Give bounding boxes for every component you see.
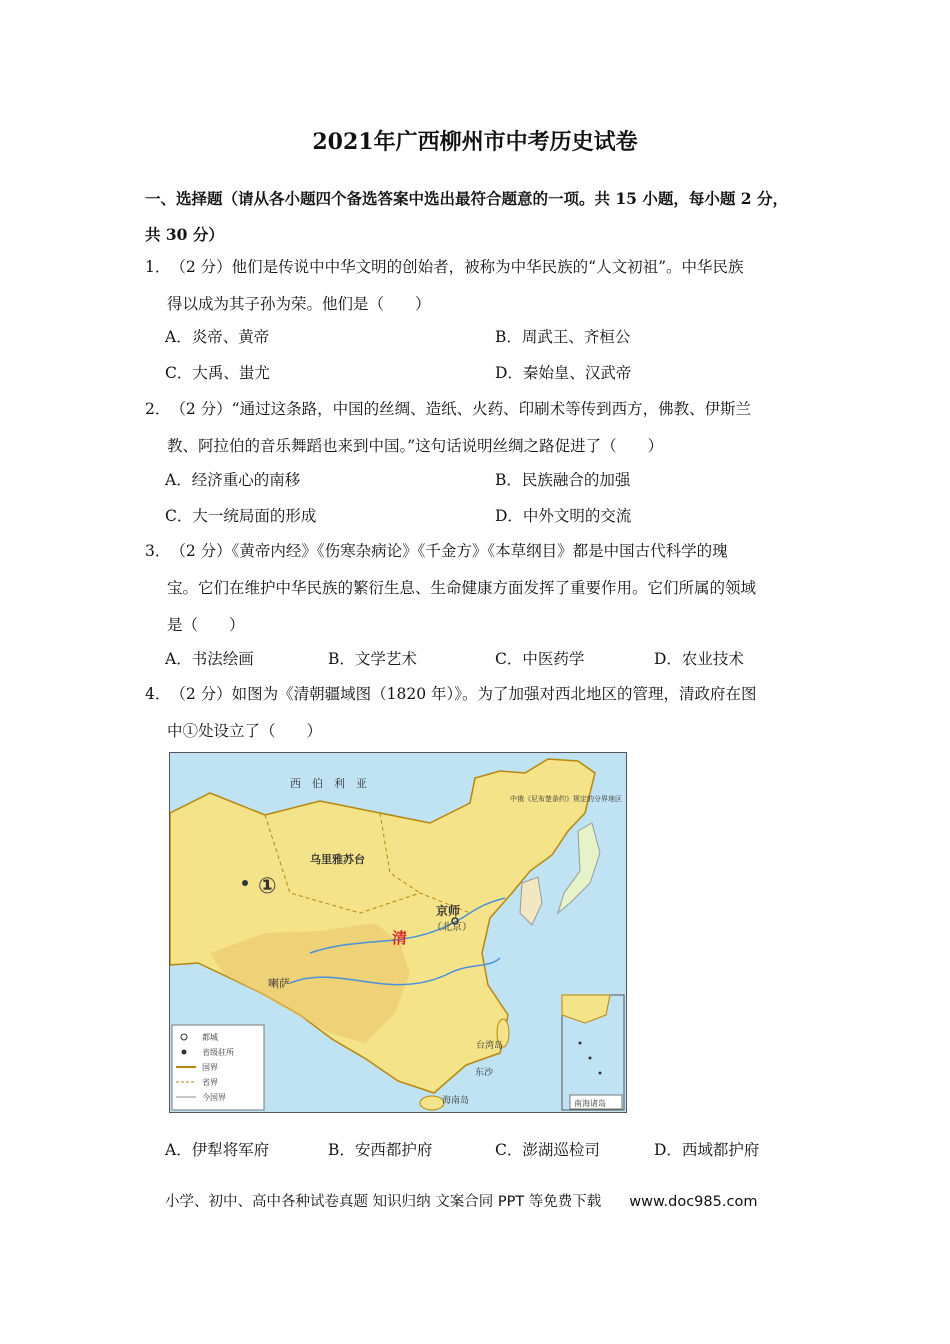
section-heading-line1: 一、选择题（请从各小题四个备选答案中选出最符合题意的一项。共 15 小题，每小题 2 分， (145, 189, 788, 208)
legend-item: 省级驻所 (202, 1048, 234, 1057)
section-heading (145, 181, 825, 253)
map-city-dot (242, 880, 248, 886)
map-label-siberia: 西 伯 利 亚 (290, 777, 367, 790)
question-line: 宝。它们在维护中华民族的繁衍生息、生命健康方面发挥了重要作用。它们所属的领域 (167, 579, 757, 597)
option-a[interactable]: A．书法绘画 (165, 650, 254, 668)
legend-item: 今国界 (202, 1093, 226, 1102)
question-line: （2 分）《黄帝内经》《伤寒杂病论》《千金方》《本草纲目》都是中国古代科学的瑰 (170, 542, 728, 560)
legend-seat-icon (182, 1050, 187, 1055)
question-2-stem (145, 391, 810, 465)
question-line: 是（ ） (167, 616, 245, 634)
map-legend (172, 1025, 264, 1110)
map-svg (170, 753, 626, 1112)
map-label-treaty: 中俄《尼布楚条约》规定的分界地区 (510, 795, 622, 803)
map-label-inset: 南海诸岛 (574, 1099, 606, 1108)
map-marker-1: ① (258, 874, 277, 899)
option-d[interactable]: D．西域都护府 (654, 1141, 760, 1159)
map-label-donghai: 东沙 (475, 1068, 494, 1078)
map-label-capital: 京师 (436, 904, 461, 918)
question-line: （2 分）“通过这条路，中国的丝绸、造纸、火药、印刷术等传到西方，佛教、伊斯兰 (170, 400, 752, 418)
map-label-uliastai: 乌里雅苏台 (310, 853, 365, 866)
option-c[interactable]: C．大一统局面的形成 (165, 507, 317, 525)
question-1-stem (145, 249, 810, 323)
legend-item: 省界 (202, 1078, 218, 1087)
option-a[interactable]: A．经济重心的南移 (165, 471, 301, 489)
map-inset (562, 995, 624, 1110)
option-b[interactable]: B．文学艺术 (328, 650, 417, 668)
exam-title: 2021年广西柳州市中考历史试卷 (312, 129, 638, 155)
legend-item: 都城 (202, 1033, 218, 1042)
question-line: 得以成为其子孙为荣。他们是（ ） (167, 295, 431, 313)
question-number: 1． (145, 258, 171, 276)
option-a[interactable]: A．伊犁将军府 (165, 1141, 270, 1159)
footer-text: 小学、初中、高中各种试卷真题 知识归纳 文案合同 PPT 等免费下载 (165, 1194, 602, 1210)
question-line: （2 分）如图为《清朝疆域图（1820 年）》。为了加强对西北地区的管理，清政府在图 (170, 685, 757, 703)
section-heading-line2: 共 30 分） (145, 225, 224, 244)
map-label-beijing: （北京） (432, 922, 472, 933)
option-d[interactable]: D．中外文明的交流 (495, 507, 632, 525)
question-number: 2． (145, 400, 171, 418)
map-label-taiwan: 台湾岛 (476, 1041, 504, 1051)
map-label-qing: 清 (392, 929, 408, 947)
question-4-stem (145, 676, 810, 750)
question-line: 教、阿拉伯的音乐舞蹈也来到中国。”这句话说明丝绸之路促进了（ ） (167, 437, 664, 455)
question-line: （2 分）他们是传说中中华文明的创始者，被称为中华民族的“人文初祖”。中华民族 (170, 258, 744, 276)
option-b[interactable]: B．周武王、齐桓公 (495, 328, 631, 346)
qing-territory-map (169, 752, 627, 1113)
footer-url[interactable]: www.doc985.com (629, 1194, 758, 1210)
map-hainan (420, 1096, 444, 1110)
page-footer (165, 1190, 757, 1211)
question-line: 中①处设立了（ ） (167, 722, 323, 740)
option-c[interactable]: C．中医药学 (495, 650, 585, 668)
question-number: 4． (145, 685, 171, 703)
map-label-lhasa: 喇萨 (268, 977, 290, 990)
question-3-stem (145, 533, 810, 644)
option-b[interactable]: B．民族融合的加强 (495, 471, 631, 489)
option-a[interactable]: A．炎帝、黄帝 (165, 328, 270, 346)
legend-item: 国界 (202, 1063, 218, 1072)
option-c[interactable]: C．大禹、蚩尤 (165, 364, 270, 382)
option-b[interactable]: B．安西都护府 (328, 1141, 433, 1159)
option-d[interactable]: D．秦始皇、汉武帝 (495, 364, 632, 382)
option-c[interactable]: C．澎湖巡检司 (495, 1141, 600, 1159)
option-d[interactable]: D．农业技术 (654, 650, 744, 668)
question-number: 3． (145, 542, 171, 560)
map-label-hainan: 海南岛 (442, 1096, 470, 1106)
